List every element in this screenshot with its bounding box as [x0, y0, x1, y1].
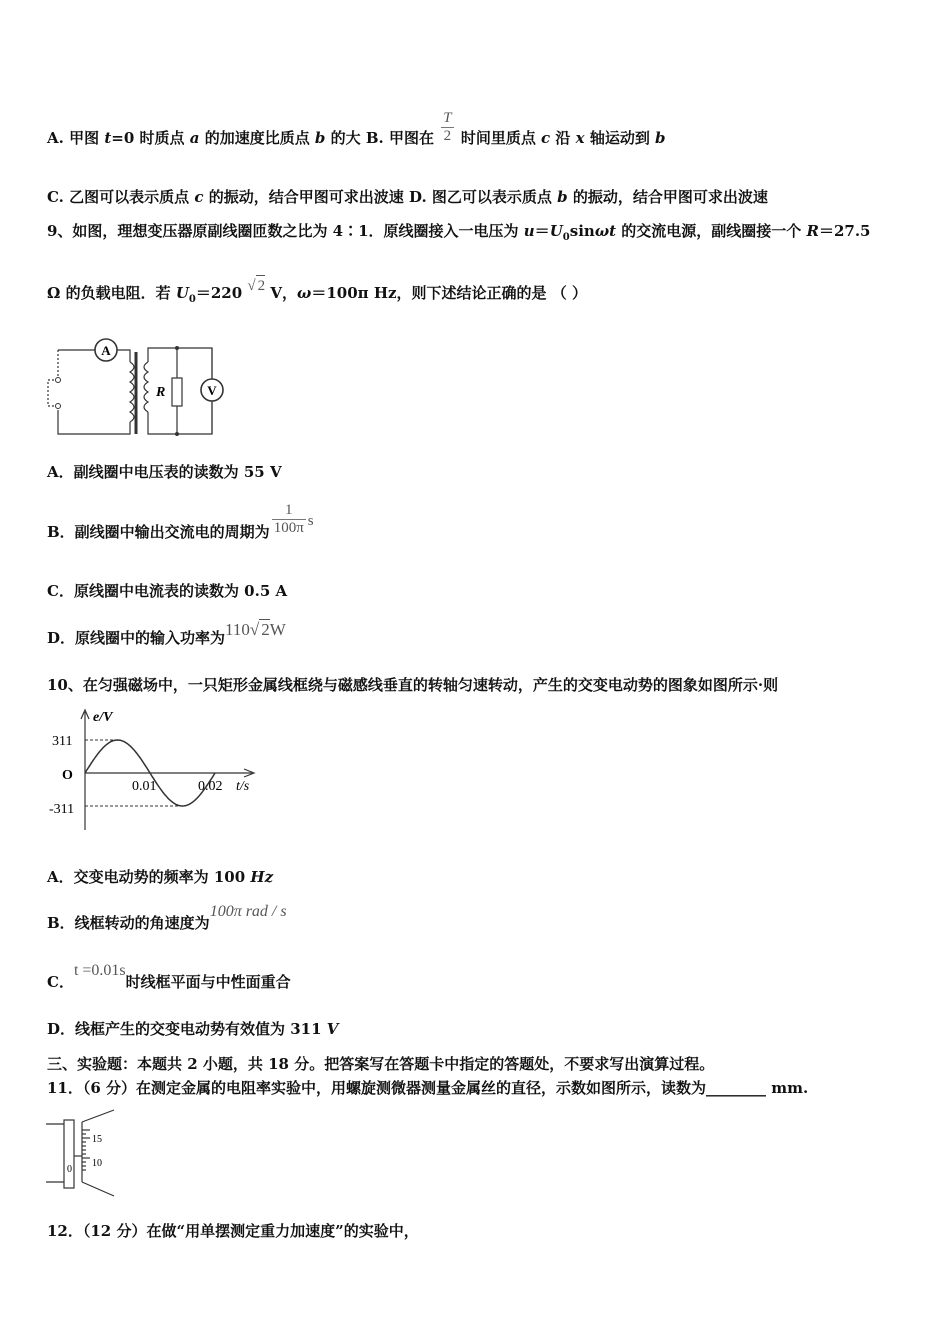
micrometer-tick-15: 15 — [92, 1134, 102, 1145]
q10-option-d: D．线框产生的交变电动势有效值为 311 V — [47, 1020, 339, 1038]
origin-label: O — [62, 768, 73, 783]
q9-option-c: C．原线圈中电流表的读数为 0.5 A — [47, 582, 288, 600]
q10-option-a: A．交变电动势的频率为 100 Hz — [47, 868, 274, 886]
q9-stem-line2: Ω 的负载电阻．若 $U_0=220$ √ 2 V，ω＝100π Hz，则下述结论正确的是 （ ） — [47, 283, 587, 310]
micrometer-tick-10: 10 — [92, 1158, 102, 1169]
q9-option-a: A．副线圈中电压表的读数为 55 V — [47, 463, 282, 481]
resistor-label: R — [156, 385, 166, 400]
q9-option-b: B．副线圈中输出交流电的周期为 $\frac{1}{100\pi}$ s — [47, 501, 314, 541]
q8-options-cd: C. 乙图可以表示质点 c 的振动，结合甲图可求出波速 D. 图乙可以表示质点 b 的振动，结合甲图可求出波速 — [47, 188, 768, 206]
q8-options-ab: A. 甲图 t=0 时质点 a 的加速度比质点 b 的大 B. 甲图在 $\frac{T}{2}$ 时间里质点 c 沿 x 轴运动到 b — [47, 109, 666, 147]
graph-xlabel: t/s — [236, 779, 250, 794]
q10-option-c: C．t =0.01s时线框平面与中性面重合 — [47, 962, 291, 991]
q9-stem-line1: 9、如图，理想变压器原副线圈匝数之比为 4∶1．原线圈接入一电压为 $u=U_0\sin\omega t$ 的交流电源，副线圈接一个 R＝27.5 — [47, 222, 871, 243]
svg-text:V: V — [207, 383, 217, 398]
q10-option-b: B．线框转动的角速度为100π rad / s — [47, 903, 287, 932]
xtick-1-label: 0.01 — [132, 779, 157, 794]
q12-stem: 12．（12 分）在做“用单摆测定重力加速度”的实验中， — [47, 1222, 419, 1240]
graph-ylabel: e/V — [93, 710, 113, 725]
ytick-pos-label: 311 — [52, 734, 73, 749]
micrometer-tick-0: 0 — [67, 1164, 72, 1175]
section-3-heading: 三、实验题：本题共 2 小题，共 18 分。把答案写在答题卡中指定的答题处，不要求写出演算过程。 — [47, 1055, 715, 1073]
q11-stem: 11．（6 分）在测定金属的电阻率实验中，用螺旋测微器测量金属丝的直径，示数如图所示，读数为________ mm. — [47, 1079, 809, 1097]
ytick-neg-label: -311 — [49, 802, 75, 817]
micrometer-reading-diagram — [44, 1106, 124, 1198]
transformer-circuit-diagram — [44, 334, 239, 440]
q9-option-d: D．原线圈中的输入功率为110√ 2W — [47, 620, 286, 647]
xtick-2-label: 0.02 — [198, 779, 223, 794]
q10-stem: 10、在匀强磁场中，一只矩形金属线框绕与磁感线垂直的转轴匀速转动，产生的交变电动势的图象如图所示·则 — [47, 676, 779, 694]
emf-sine-graph — [40, 702, 270, 836]
ammeter — [95, 339, 117, 361]
svg-text:A: A — [101, 343, 111, 358]
period-fraction: $\frac{T}{2}$ — [443, 109, 452, 144]
voltmeter — [201, 379, 223, 401]
